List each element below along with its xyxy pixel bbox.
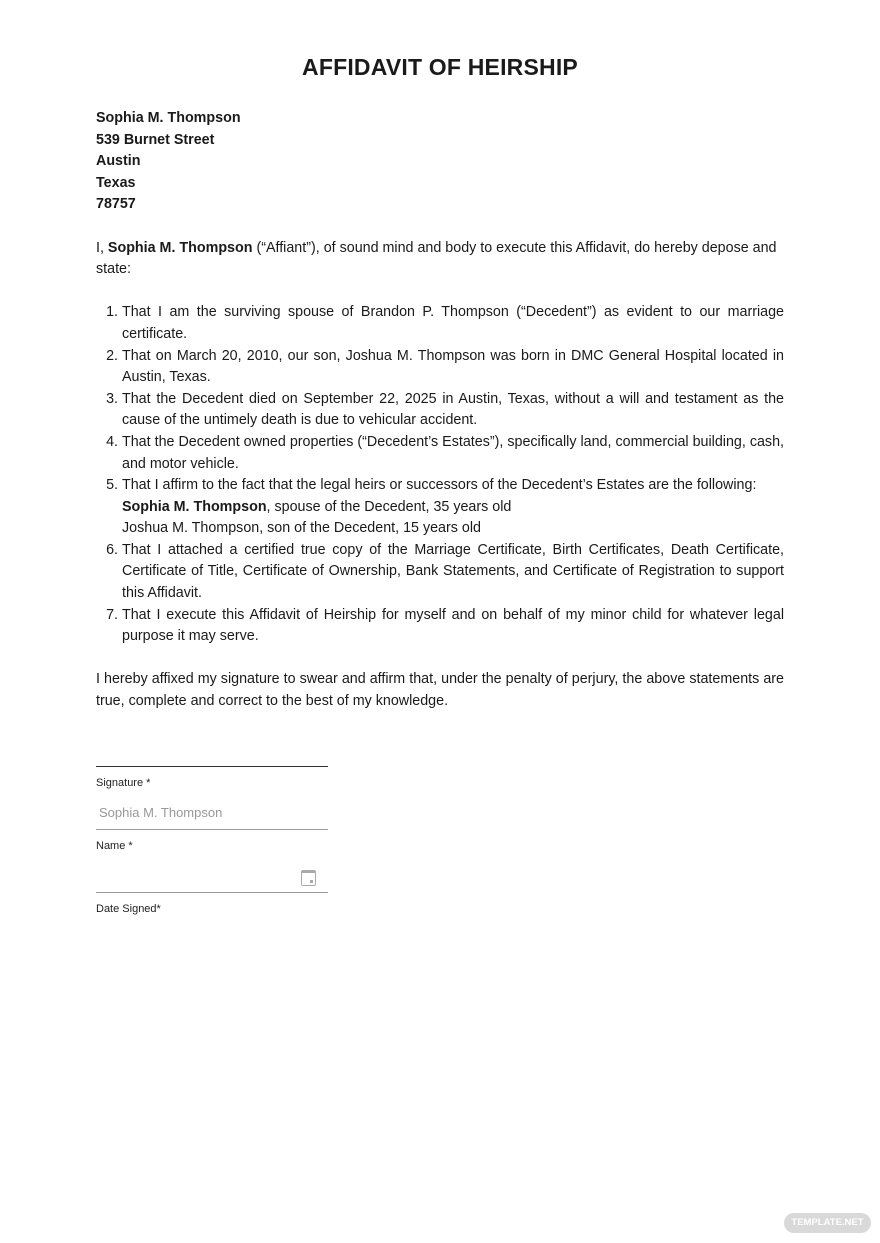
calendar-icon[interactable] [301,870,316,886]
name-label: Name * [96,840,133,852]
heir-name: Sophia M. Thompson [122,498,267,515]
intro-name: Sophia M. Thompson [107,239,253,256]
document-title: AFFIDAVIT OF HEIRSHIP [302,54,578,80]
list-item: 4. That the Decedent owned properties (“Decedent’s Estates”), specifically land, commercial building, cash, and motor vehicle. [122,432,784,475]
intro-rest: (“Affiant”), of sound mind and body to execute this Affidavit, do hereby depose and state: [96,239,777,278]
list-item [122,475,784,540]
list-item: 7. That I execute this Affidavit of Heirship for myself and on behalf of my minor child for whatever legal purpose it may serve. [122,605,784,648]
list-item: 1. That I am the surviving spouse of Brandon P. Thompson (“Decedent”) as evident to our marriage certificate. [122,302,784,345]
address-line: 78757 [96,196,136,213]
statements-list [96,302,784,648]
heir-detail: , spouse of the Decedent, 35 years old [266,498,512,515]
list-item: 6. That I attached a certified true copy of the Marriage Certificate, Birth Certificates, Death Certificate, Certificate of Title, Certificate of Ownership, Bank Statements, and Certificate of Registration to support this Affidavit. [122,540,784,605]
address-line: 539 Burnet Street [96,131,215,148]
address-line: Sophia M. Thompson [96,110,241,126]
item-text: That I affirm to the fact that the legal heirs or successors of the Decedent’s Estates are the following: [122,477,757,494]
date-field[interactable] [96,852,328,893]
name-field[interactable] [96,789,328,830]
closing-paragraph: I hereby affixed my signature to swear and affirm that, under the penalty of perjury, the above statements are true, complete and correct to the best of my knowledge. [96,671,784,710]
signature-line[interactable] [96,766,328,767]
address-line: Austin [96,153,141,170]
affiant-address [96,108,784,216]
date-label: Date Signed* [96,903,161,915]
document-body [96,108,784,713]
list-item: 3. That the Decedent died on September 22, 2025 in Austin, Texas, without a will and testament as the cause of the untimely death is due to vehicular accident. [122,389,784,432]
address-line: Texas [96,174,136,191]
intro-paragraph [96,238,784,281]
list-item: 2. That on March 20, 2010, our son, Joshua M. Thompson was born in DMC General Hospital located in Austin, Texas. [122,346,784,389]
signature-label: Signature * [96,777,151,789]
heir-line: Joshua M. Thompson, son of the Decedent, 15 years old [122,520,481,537]
watermark-badge: TEMPLATE.NET [784,1213,871,1233]
intro-prefix: I, [96,239,108,256]
signature-form [96,766,328,915]
name-value: Sophia M. Thompson [99,805,223,820]
